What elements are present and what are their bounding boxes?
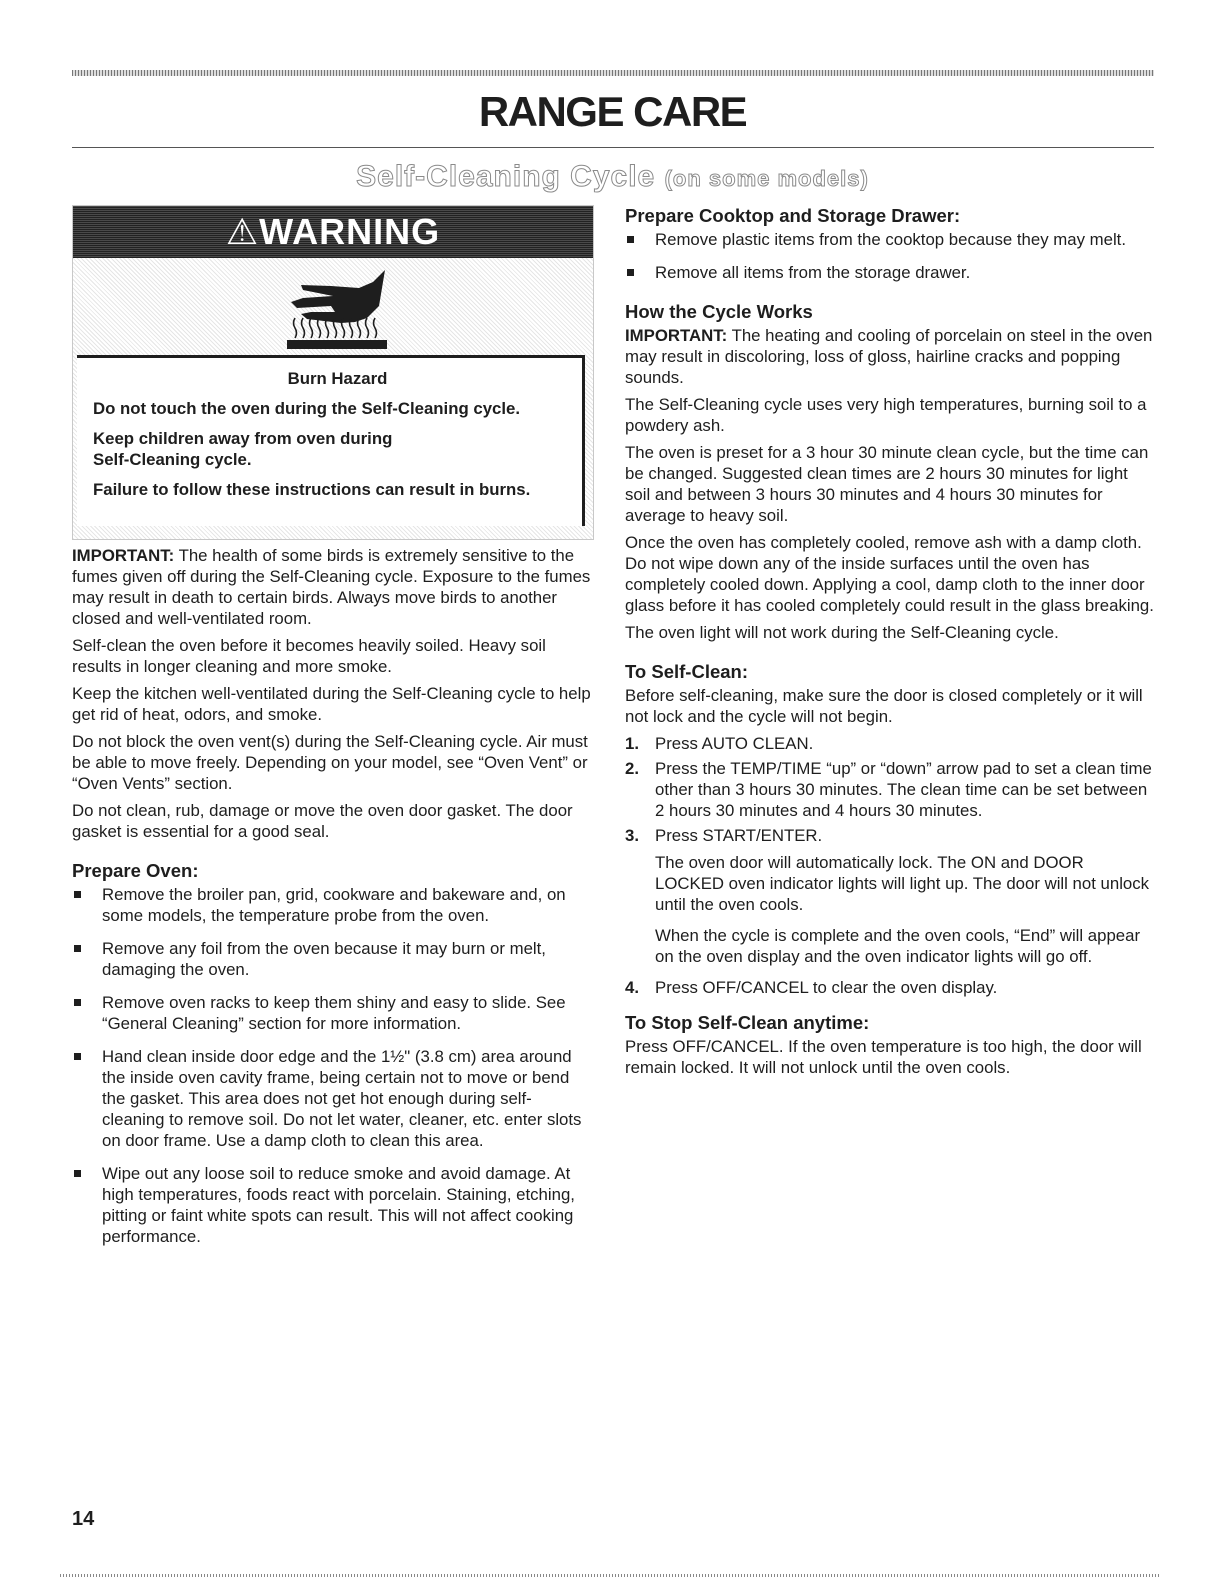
step-text: Press AUTO CLEAN. bbox=[655, 734, 814, 753]
list-item: Remove all items from the storage drawer. bbox=[625, 262, 1155, 283]
list-item: Hand clean inside door edge and the 1½" (3.8 cm) area around the inside oven cavity frame, being certain not to move or bend the gasket. This area does not get hot enough during self-cleaning to remove soil. Do not let water, cleaner, etc. enter slots on door frame. Use a damp cloth to clean this area. bbox=[72, 1046, 592, 1151]
important-label: IMPORTANT: bbox=[625, 326, 728, 345]
paragraph: Once the oven has completely cooled, remove ash with a damp cloth. Do not wipe down any of the inside surfaces until the oven has completely cooled down. Applying a cool, damp cloth to the inner door glass before it has cooled completely could result in the glass breaking. bbox=[625, 533, 1154, 615]
paragraph: Press OFF/CANCEL. If the oven temperature is too high, the door will remain locked. It will not unlock until the oven cools. bbox=[625, 1037, 1142, 1077]
warning-line: Failure to follow these instructions can result in burns. bbox=[93, 480, 531, 499]
step-number: 2. bbox=[625, 759, 639, 778]
prepare-oven-list bbox=[72, 884, 592, 1247]
page-title: RANGE CARE bbox=[478, 88, 747, 135]
list-item: Remove oven racks to keep them shiny and easy to slide. See “General Cleaning” section for more information. bbox=[72, 992, 592, 1034]
paragraph: Do not block the oven vent(s) during the Self-Cleaning cycle. Air must be able to move freely. Depending on your model, see “Oven Vent” or “Oven Vents” section. bbox=[72, 732, 588, 793]
paragraph: Keep the kitchen well-ventilated during the Self-Cleaning cycle to help get rid of heat, odors, and smoke. bbox=[72, 684, 591, 724]
step-item bbox=[625, 733, 1155, 754]
warning-box bbox=[72, 205, 594, 540]
title-rule bbox=[72, 147, 1154, 148]
warning-label: WARNING bbox=[259, 211, 441, 252]
to-self-clean-heading: To Self-Clean: bbox=[625, 661, 748, 682]
section-title bbox=[0, 160, 1225, 194]
step-text: Press OFF/CANCEL to clear the oven display. bbox=[655, 978, 998, 997]
step-note: When the cycle is complete and the oven cools, “End” will appear on the oven display and the oven indicator lights will go off. bbox=[655, 926, 1141, 966]
step-number: 4. bbox=[625, 978, 639, 997]
paragraph: Before self-cleaning, make sure the door is closed completely or it will not lock and the cycle will not begin. bbox=[625, 686, 1143, 726]
warning-line: Do not touch the oven during the Self-Cleaning cycle. bbox=[93, 399, 521, 418]
warning-hazard: Burn Hazard bbox=[287, 369, 388, 388]
top-dotted-rule bbox=[72, 70, 1154, 76]
important-text: The health of some birds is extremely sensitive to the fumes given off during the Self-Cleaning cycle. Exposure to the fumes may result in death to certain birds. Always move birds to another closed and well-ventilated room. bbox=[72, 546, 591, 628]
step-item bbox=[625, 758, 1155, 821]
how-cycle-works-heading: How the Cycle Works bbox=[625, 301, 813, 322]
page-number: 14 bbox=[72, 1508, 95, 1530]
step-item bbox=[625, 825, 1155, 967]
bottom-dotted-rule bbox=[60, 1574, 1160, 1577]
prepare-cooktop-list bbox=[625, 229, 1155, 283]
to-stop-heading: To Stop Self-Clean anytime: bbox=[625, 1012, 870, 1033]
left-column bbox=[72, 545, 592, 1259]
hot-surface-hand-icon bbox=[281, 266, 391, 351]
paragraph: Self-clean the oven before it becomes heavily soiled. Heavy soil results in longer cleaning and more smoke. bbox=[72, 636, 546, 676]
important-text: The heating and cooling of porcelain on steel in the oven may result in discoloring, loss of gloss, hairline cracks and popping sounds. bbox=[625, 326, 1153, 387]
step-number: 1. bbox=[625, 734, 639, 753]
step-text: Press START/ENTER. bbox=[655, 826, 823, 845]
bird-important-paragraph bbox=[72, 545, 592, 629]
step-note: The oven door will automatically lock. The ON and DOOR LOCKED oven indicator lights will light up. The door will not unlock until the oven cools. bbox=[655, 853, 1150, 914]
paragraph: Do not clean, rub, damage or move the oven door gasket. The door gasket is essential for a good seal. bbox=[72, 801, 573, 841]
paragraph: The Self-Cleaning cycle uses very high temperatures, burning soil to a powdery ash. bbox=[625, 395, 1147, 435]
prepare-cooktop-heading: Prepare Cooktop and Storage Drawer: bbox=[625, 205, 961, 226]
paragraph: The oven is preset for a 3 hour 30 minute clean cycle, but the time can be changed. Suggested clean times are 2 hours 30 minutes for light soil and between 3 hours 30 minutes and 4 hours 30 minutes for average to heavy soil. bbox=[625, 443, 1149, 525]
warning-message bbox=[77, 355, 585, 526]
section-title-sub: (on some models) bbox=[664, 166, 869, 191]
list-item: Remove the broiler pan, grid, cookware and bakeware and, on some models, the temperature probe from the oven. bbox=[72, 884, 592, 926]
step-text: Press the TEMP/TIME “up” or “down” arrow pad to set a clean time other than 3 hours 30 minutes. The clean time can be set between 2 hours 30 minutes and 4 hours 30 minutes. bbox=[655, 759, 1152, 820]
list-item: Wipe out any loose soil to reduce smoke and avoid damage. At high temperatures, foods react with porcelain. Staining, etching, pitting or faint white spots can result. This will not affect cooking performance. bbox=[72, 1163, 592, 1247]
right-column bbox=[625, 205, 1155, 1084]
warning-triangle-icon: ⚠ bbox=[225, 211, 260, 252]
prepare-oven-heading: Prepare Oven: bbox=[72, 860, 199, 881]
list-item: Remove plastic items from the cooktop because they may melt. bbox=[625, 229, 1155, 250]
step-number: 3. bbox=[625, 826, 639, 845]
section-title-main: Self-Cleaning Cycle bbox=[356, 160, 656, 193]
warning-header bbox=[73, 206, 593, 258]
self-clean-steps bbox=[625, 733, 1155, 998]
step-item bbox=[625, 977, 1155, 998]
list-item: Remove any foil from the oven because it may burn or melt, damaging the oven. bbox=[72, 938, 592, 980]
paragraph: The oven light will not work during the Self-Cleaning cycle. bbox=[625, 623, 1059, 642]
cycle-important-paragraph bbox=[625, 325, 1155, 388]
warning-line: Keep children away from oven during Self-Cleaning cycle. bbox=[93, 429, 393, 469]
important-label: IMPORTANT: bbox=[72, 546, 175, 565]
